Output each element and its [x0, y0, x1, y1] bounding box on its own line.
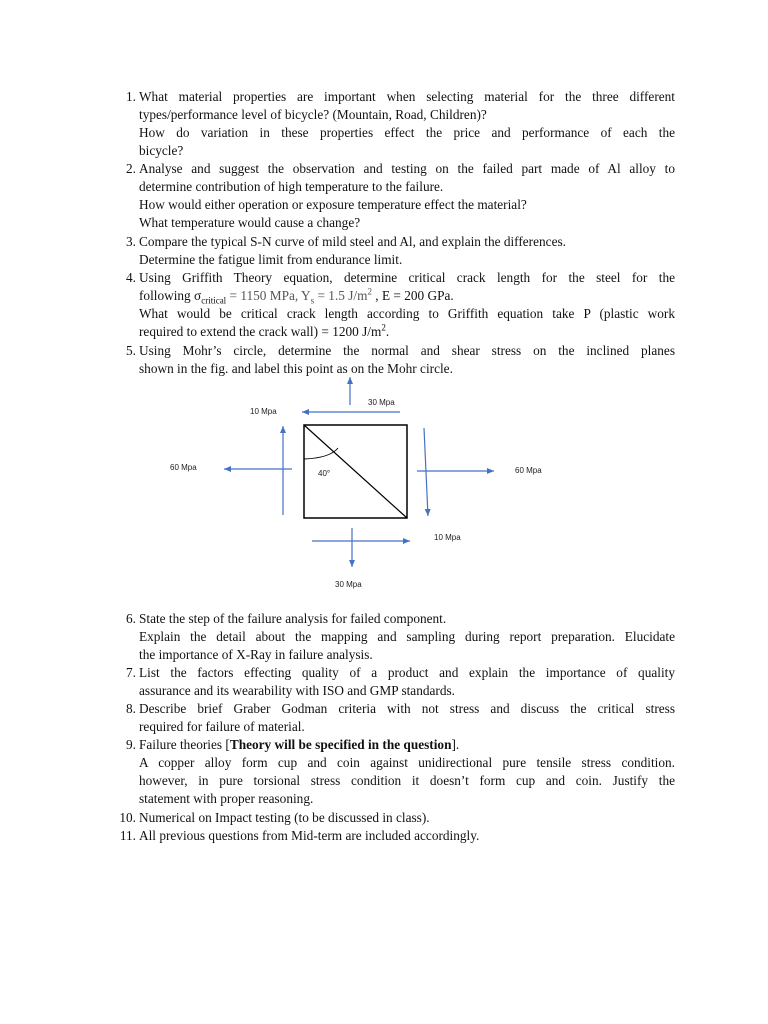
question-text: following $\sigma_{critical} = 1150$ MPa, $Y_s = 1.5$ $J/m^2$ , E = 200 GPa. [139, 286, 454, 306]
question-text: All previous questions from Mid-term are included accordingly. [139, 828, 480, 843]
question-number: 1. [126, 89, 136, 104]
question-text: Explain the detail about the mapping and sampling during report preparation. Elucidate [139, 629, 675, 645]
question-6 [112, 610, 675, 664]
question-8 [112, 700, 675, 736]
question-text: required to extend the crack wall) = 1200 $J/m^2$. [139, 322, 390, 340]
label-left-normal: 60 Mpa [170, 463, 197, 472]
question-text: determine contribution of high temperature to the failure. [139, 179, 444, 195]
question-text: assurance and its wearability with ISO and GMP standards. [139, 683, 455, 699]
angle-arc [304, 448, 338, 459]
question-9 [112, 736, 675, 808]
question-text: How would either operation or exposure temperature effect the material? [139, 197, 527, 213]
question-number: 4. [126, 270, 136, 285]
question-text: List the factors effecting quality of a product and explain the importance of quality [139, 665, 675, 680]
question-number: 7. [126, 665, 136, 680]
label-top-normal: 30 Mpa [368, 398, 395, 407]
label-right-shear: 10 Mpa [434, 533, 461, 542]
question-text: Numerical on Impact testing (to be discussed in class). [139, 810, 430, 825]
question-text: What would be critical crack length according to Griffith equation take P (plastic work [139, 306, 675, 322]
question-7 [112, 664, 675, 700]
question-number: 11. [119, 828, 136, 843]
question-text: Using Griffith Theory equation, determine critical crack length for the steel for the [139, 270, 675, 285]
question-11 [112, 827, 675, 845]
question-text: What material properties are important when selecting material for the three different [139, 89, 675, 104]
question-text: Failure theories [Theory will be specified in the question]. [139, 737, 460, 752]
question-text: Analyse and suggest the observation and testing on the failed part made of Al alloy to [139, 161, 675, 176]
question-number: 9. [126, 737, 136, 752]
question-text: What temperature would cause a change? [139, 215, 361, 231]
question-text: bicycle? [139, 143, 184, 159]
right-shear-arrow [424, 428, 428, 516]
question-text: types/performance level of bicycle? (Mountain, Road, Children)? [139, 107, 487, 123]
question-text: How do variation in these properties effect the price and performance of each the [139, 125, 675, 141]
question-number: 5. [126, 343, 136, 358]
question-text: Determine the fatigue limit from endurance limit. [139, 252, 403, 268]
label-top-shear: 10 Mpa [250, 407, 277, 416]
label-right-normal: 60 Mpa [515, 466, 542, 475]
question-text: A copper alloy form cup and coin against unidirectional pure tensile stress condition. [139, 755, 675, 771]
label-angle: 40° [318, 469, 331, 478]
question-number: 3. [126, 234, 136, 249]
question-text: however, in pure torsional stress condition it doesn’t form cup and coin. Justify the [139, 773, 675, 789]
question-text: Describe brief Graber Godman criteria with not stress and discuss the critical stress [139, 701, 675, 716]
question-text: statement with proper reasoning. [139, 791, 314, 807]
question-number: 10. [119, 810, 136, 825]
question-text: Using Mohr’s circle, determine the normal and shear stress on the inclined planes [139, 343, 675, 358]
question-10 [112, 809, 675, 827]
question-text: the importance of X-Ray in failure analysis. [139, 647, 373, 663]
question-number: 8. [126, 701, 136, 716]
question-number: 6. [126, 611, 136, 626]
label-bottom-normal: 30 Mpa [335, 580, 362, 589]
question-text: State the step of the failure analysis for failed component. [139, 611, 447, 626]
question-number: 2. [126, 161, 136, 176]
question-text: shown in the fig. and label this point as on the Mohr circle. [139, 361, 453, 377]
question-text: Compare the typical S-N curve of mild steel and Al, and explain the differences. [139, 234, 566, 249]
question-text: required for failure of material. [139, 719, 305, 735]
